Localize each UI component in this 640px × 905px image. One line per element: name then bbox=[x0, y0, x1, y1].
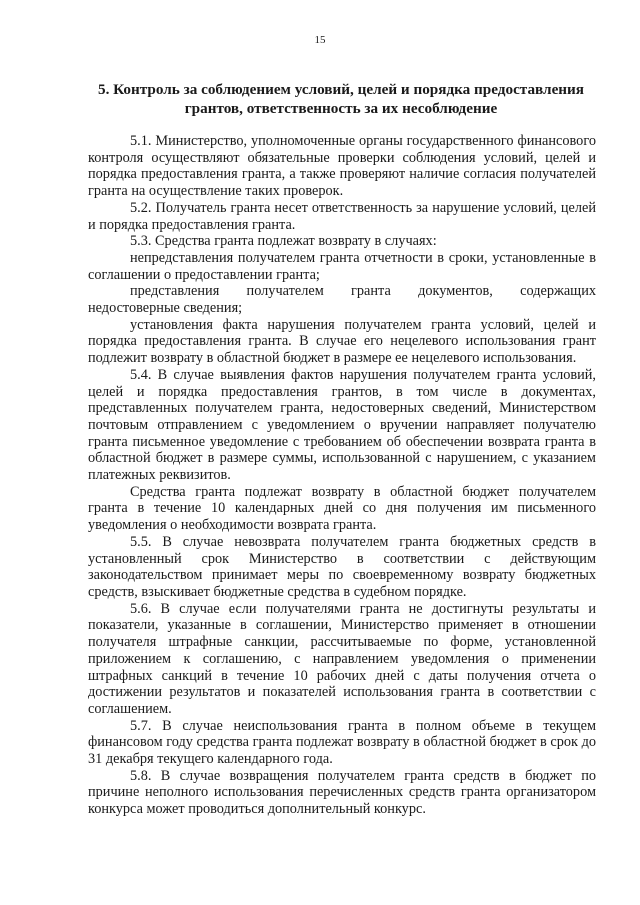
paragraph-5-6: 5.6. В случае если получателями гранта не достигнуты результаты и показатели, указанные в соглашении, Министерство применяет в отношении получателя штрафные санкции, рассчитываемые по форме, установленной приложением к соглашению, с направлением уведомления о применении штрафных санкций в течение 10 рабочих дней с даты получения отчета о достижении результатов и показателей использования гранта в соответствии с соглашением. bbox=[88, 600, 596, 717]
paragraph-5-3-item-1: непредставления получателем гранта отчетности в сроки, установленные в соглашении о предоставлении гранта; bbox=[88, 249, 596, 283]
paragraph-5-4-return: Средства гранта подлежат возврату в областной бюджет получателем гранта в течение 10 календарных дней со дня получения им письменного уведомления о необходимости возврата гранта. bbox=[88, 483, 596, 534]
paragraph-5-1: 5.1. Министерство, уполномоченные органы государственного финансового контроля осуществляют обязательные проверки соблюдения условий, целей и порядка предоставления гранта, а также проверяют наличие согласия получателей гранта на осуществление таких проверок. bbox=[88, 133, 596, 200]
section-heading: 5. Контроль за соблюдением условий, целей и порядка предоставления грантов, ответственность за их несоблюдение bbox=[97, 81, 585, 117]
paragraph-5-4: 5.4. В случае выявления фактов нарушения получателем гранта условий, целей и порядка предоставления грантов, в том числе в документах, представленных получателем гранта, недостоверных сведений, Министерством почтовым отправлением с уведомлением о вручении направляет получателю гранта письменное уведомление с требованием об обеспечении возврата гранта в областной бюджет в размере суммы, использованной с нарушением, с указанием платежных реквизитов. bbox=[88, 366, 596, 484]
paragraph-5-8: 5.8. В случае возвращения получателем гранта средств в бюджет по причине неполного использования перечисленных средств гранта организатором конкурса может проводиться дополнительный конкурс. bbox=[88, 767, 596, 818]
paragraph-5-3-item-2: представления получателем гранта документов, содержащих недостоверные сведения; bbox=[88, 283, 596, 317]
page-number: 15 bbox=[314, 34, 326, 46]
document-body bbox=[88, 133, 596, 818]
paragraph-5-5: 5.5. В случае невозврата получателем гранта бюджетных средств в установленный срок Министерство в соответствии с действующим законодательством принимает меры по своевременному возврату бюджетных средств, взыскивает бюджетные средства в судебном порядке. bbox=[88, 533, 596, 600]
paragraph-5-3: 5.3. Средства гранта подлежат возврату в случаях: bbox=[130, 233, 437, 250]
paragraph-5-2: 5.2. Получатель гранта несет ответственность за нарушение условий, целей и порядка предоставления гранта. bbox=[88, 199, 596, 233]
paragraph-5-7: 5.7. В случае неиспользования гранта в полном объеме в текущем финансовом году средства гранта подлежат возврату в областной бюджет в срок до 31 декабря текущего календарного года. bbox=[88, 717, 596, 768]
paragraph-5-3-item-3: установления факта нарушения получателем гранта условий, целей и порядка предоставления гранта. В случае его нецелевого использования грант подлежит возврату в областной бюджет в размере ее нецелевого использования. bbox=[88, 316, 596, 367]
